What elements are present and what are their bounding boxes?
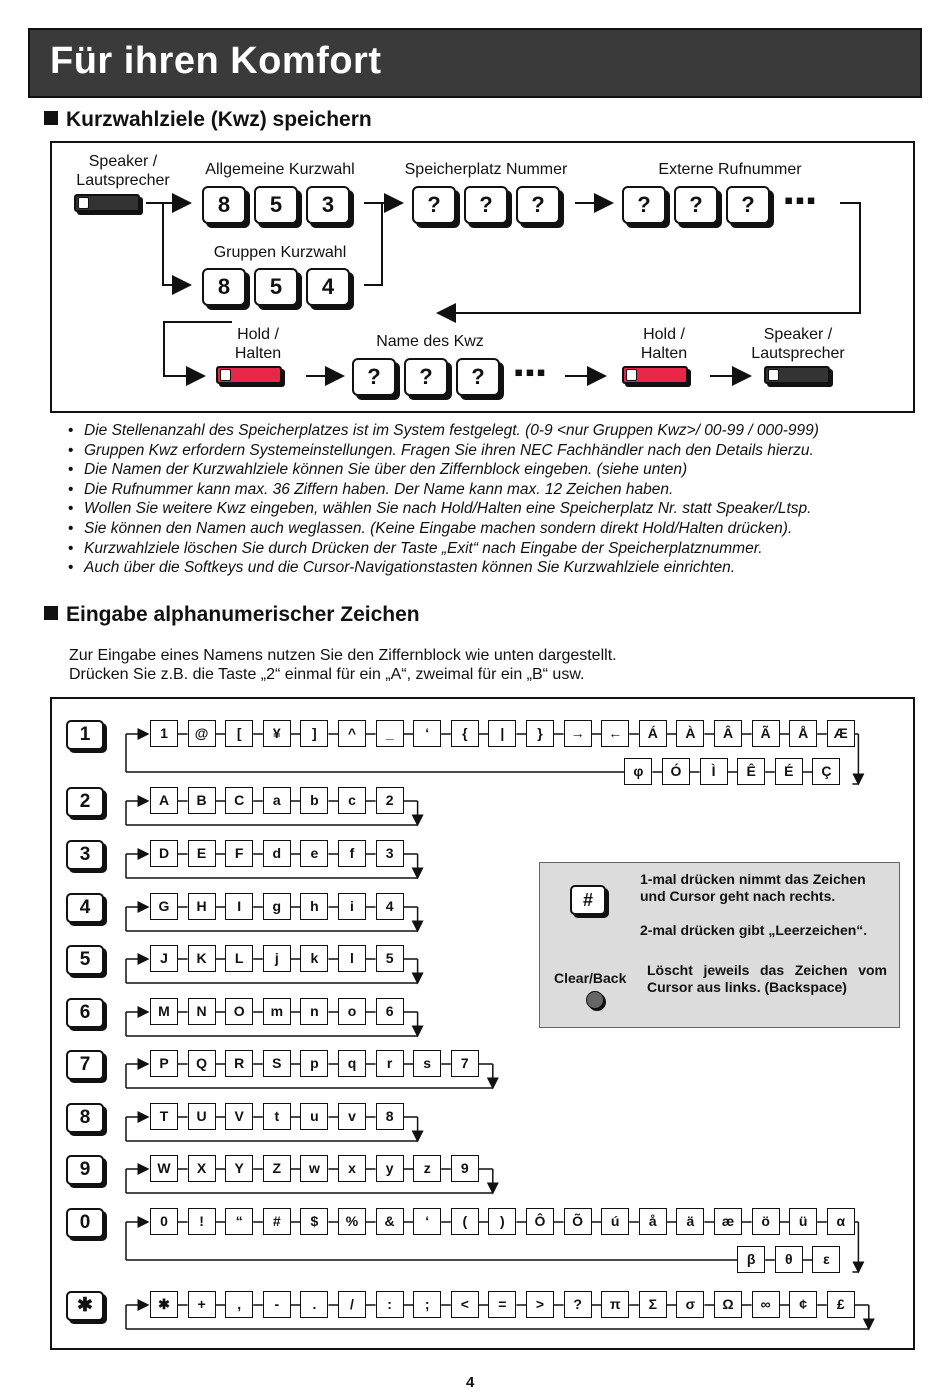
char-cell: n	[300, 998, 328, 1025]
char-cell: Õ	[564, 1208, 592, 1235]
numkey-7: 7	[66, 1050, 104, 1080]
char-cell: g	[263, 893, 291, 920]
char-cell: ∞	[752, 1291, 780, 1318]
char-cell: N	[188, 998, 216, 1025]
key-placeholder: ?	[674, 186, 718, 224]
char-cell: o	[338, 998, 366, 1025]
key-5: 5	[254, 268, 298, 306]
label-speaker: Speaker / Lautsprecher	[76, 153, 170, 189]
char-cell: ε	[812, 1246, 840, 1273]
char-cell: K	[188, 945, 216, 972]
note-item: • Die Rufnummer kann max. 36 Ziffern haben. Der Name kann max. 12 Zeichen haben.	[68, 480, 918, 500]
char-cell: /	[338, 1291, 366, 1318]
section-title-eingabe: Eingabe alphanumerischer Zeichen	[44, 603, 420, 627]
numkey-5: 5	[66, 945, 104, 975]
clear-back-label: Clear/Back	[554, 970, 627, 986]
char-cell: [	[225, 720, 253, 747]
char-cell: j	[263, 945, 291, 972]
char-cell: %	[338, 1208, 366, 1235]
char-cell: 8	[376, 1103, 404, 1130]
char-cell: M	[150, 998, 178, 1025]
char-cell: É	[775, 758, 803, 785]
note-item: • Die Namen der Kurzwahlziele können Sie über den Ziffernblock eingeben. (siehe unten)	[68, 460, 918, 480]
char-cell: O	[225, 998, 253, 1025]
key-placeholder: ?	[464, 186, 508, 224]
intro-text: Zur Eingabe eines Namens nutzen Sie den Ziffernblock wie unten dargestellt. Drücken Sie z.B. die Taste „2“ einmal für ein „A“, zweimal für ein „B“ usw.	[69, 647, 617, 683]
char-cell: 6	[376, 998, 404, 1025]
char-cell: w	[300, 1155, 328, 1182]
char-cell: ?	[564, 1291, 592, 1318]
label-hold-2: Hold / Halten	[640, 326, 688, 362]
char-cell: J	[150, 945, 178, 972]
char-cell: P	[150, 1050, 178, 1077]
char-cell: ;	[413, 1291, 441, 1318]
key-placeholder: ?	[412, 186, 456, 224]
note-item: • Gruppen Kwz erfordern Systemeinstellungen. Fragen Sie ihren NEC Fachhändler nach den Details hierzu.	[68, 441, 918, 461]
key-4: 4	[306, 268, 350, 306]
char-cell: W	[150, 1155, 178, 1182]
char-cell: 0	[150, 1208, 178, 1235]
char-cell: l	[338, 945, 366, 972]
char-cell: å	[639, 1208, 667, 1235]
char-cell: ä	[676, 1208, 704, 1235]
key-placeholder: ?	[726, 186, 770, 224]
char-cell: Ã	[752, 720, 780, 747]
section-title-kurzwahl: Kurzwahlziele (Kwz) speichern	[44, 108, 372, 132]
char-cell: σ	[676, 1291, 704, 1318]
char-cell: z	[413, 1155, 441, 1182]
char-cell: Z	[263, 1155, 291, 1182]
char-cell: Ì	[700, 758, 728, 785]
note-item: • Auch über die Softkeys und die Cursor-Navigationstasten können Sie Kurzwahlziele einrichten.	[68, 558, 918, 578]
char-cell: -	[263, 1291, 291, 1318]
char-cell: @	[188, 720, 216, 747]
char-cell: ←	[601, 720, 629, 747]
char-cell: ,	[225, 1291, 253, 1318]
note-item: • Wollen Sie weitere Kwz eingeben, wählen Sie nach Hold/Halten eine Speicherplatz Nr. statt Speaker/Ltsp.	[68, 499, 918, 519]
char-cell: e	[300, 840, 328, 867]
char-cell: £	[827, 1291, 855, 1318]
char-cell: L	[225, 945, 253, 972]
char-cell: y	[376, 1155, 404, 1182]
key-8: 8	[202, 186, 246, 224]
key-placeholder: ?	[622, 186, 666, 224]
char-cell: 1	[150, 720, 178, 747]
char-cell: F	[225, 840, 253, 867]
key-8: 8	[202, 268, 246, 306]
char-cell: 9	[451, 1155, 479, 1182]
info-panel	[539, 862, 900, 1028]
numkey-8: 8	[66, 1103, 104, 1133]
hash-text-1: 1-mal drücken nimmt das Zeichen und Cursor geht nach rechts.	[640, 871, 866, 904]
char-cell: “	[225, 1208, 253, 1235]
numkey-1: 1	[66, 720, 104, 750]
char-cell: h	[300, 893, 328, 920]
char-cell: Ω	[714, 1291, 742, 1318]
char-cell: Â	[714, 720, 742, 747]
char-cell: θ	[775, 1246, 803, 1273]
char-cell: U	[188, 1103, 216, 1130]
label-externe-rufnummer: Externe Rufnummer	[658, 161, 802, 178]
char-cell: ¥	[263, 720, 291, 747]
char-cell: V	[225, 1103, 253, 1130]
char-cell: ]	[300, 720, 328, 747]
char-cell: )	[488, 1208, 516, 1235]
char-cell: q	[338, 1050, 366, 1077]
char-cell: Æ	[827, 720, 855, 747]
char-cell: {	[451, 720, 479, 747]
char-cell: H	[188, 893, 216, 920]
key-3: 3	[306, 186, 350, 224]
char-cell: E	[188, 840, 216, 867]
char-cell: a	[263, 787, 291, 814]
char-cell: ^	[338, 720, 366, 747]
char-cell: 4	[376, 893, 404, 920]
key-5: 5	[254, 186, 298, 224]
char-cell: I	[225, 893, 253, 920]
char-cell: v	[338, 1103, 366, 1130]
char-cell: :	[376, 1291, 404, 1318]
key-placeholder: ?	[404, 358, 448, 396]
char-cell: x	[338, 1155, 366, 1182]
label-allgemeine-kurzwahl: Allgemeine Kurzwahl	[205, 161, 355, 178]
char-cell: ¢	[789, 1291, 817, 1318]
hash-key: #	[570, 885, 606, 915]
char-cell: R	[225, 1050, 253, 1077]
char-cell: c	[338, 787, 366, 814]
key-placeholder: ?	[352, 358, 396, 396]
char-cell: B	[188, 787, 216, 814]
char-cell: T	[150, 1103, 178, 1130]
char-cell: À	[676, 720, 704, 747]
numkey-0: 0	[66, 1208, 104, 1238]
char-cell: f	[338, 840, 366, 867]
char-cell: &	[376, 1208, 404, 1235]
char-cell: (	[451, 1208, 479, 1235]
label-hold-1: Hold / Halten	[234, 326, 282, 362]
char-cell: →	[564, 720, 592, 747]
char-cell: ö	[752, 1208, 780, 1235]
ellipsis-icon: ▪▪▪	[784, 185, 818, 215]
char-cell: ‘	[413, 720, 441, 747]
char-cell: Å	[789, 720, 817, 747]
page-title: Für ihren Komfort	[50, 40, 382, 82]
label-name-des-kwz: Name des Kwz	[376, 333, 484, 350]
char-cell: Ç	[812, 758, 840, 785]
char-cell: G	[150, 893, 178, 920]
char-cell: C	[225, 787, 253, 814]
char-cell: r	[376, 1050, 404, 1077]
char-cell: 2	[376, 787, 404, 814]
char-cell: |	[488, 720, 516, 747]
note-item: • Sie können den Namen auch weglassen. (Keine Eingabe machen sondern direkt Hold/Halten drücken).	[68, 519, 918, 539]
char-cell: u	[300, 1103, 328, 1130]
char-cell: }	[526, 720, 554, 747]
note-item: • Die Stellenanzahl des Speicherplatzes ist im System festgelegt. (0-9 <nur Gruppen Kwz>/ 00-99 / 000-999)	[68, 421, 918, 441]
char-cell: =	[488, 1291, 516, 1318]
numkey-2: 2	[66, 787, 104, 817]
char-cell: 5	[376, 945, 404, 972]
char-cell: φ	[624, 758, 652, 785]
char-cell: S	[263, 1050, 291, 1077]
hash-text-2: 2-mal drücken gibt „Leerzeichen“.	[640, 922, 868, 938]
char-cell: Y	[225, 1155, 253, 1182]
char-cell: 7	[451, 1050, 479, 1077]
char-cell: Σ	[639, 1291, 667, 1318]
char-cell: Q	[188, 1050, 216, 1077]
char-cell: d	[263, 840, 291, 867]
clear-button-icon	[586, 991, 604, 1009]
char-cell: æ	[714, 1208, 742, 1235]
label-gruppen-kurzwahl: Gruppen Kurzwahl	[213, 244, 347, 261]
key-placeholder: ?	[456, 358, 500, 396]
label-speicherplatz-nummer: Speicherplatz Nummer	[404, 161, 568, 178]
char-cell: k	[300, 945, 328, 972]
char-cell: m	[263, 998, 291, 1025]
char-cell: A	[150, 787, 178, 814]
char-cell: <	[451, 1291, 479, 1318]
char-cell: i	[338, 893, 366, 920]
char-cell: X	[188, 1155, 216, 1182]
char-cell: D	[150, 840, 178, 867]
char-cell: ú	[601, 1208, 629, 1235]
key-placeholder: ?	[516, 186, 560, 224]
char-cell: p	[300, 1050, 328, 1077]
char-cell: Ê	[737, 758, 765, 785]
note-item: • Kurzwahlziele löschen Sie durch Drücken der Taste „Exit“ nach Eingabe der Speicherplatznummer.	[68, 539, 918, 559]
char-cell: Á	[639, 720, 667, 747]
char-cell: 3	[376, 840, 404, 867]
char-cell: Ó	[662, 758, 690, 785]
char-cell: _	[376, 720, 404, 747]
char-cell: Ô	[526, 1208, 554, 1235]
char-cell: >	[526, 1291, 554, 1318]
char-cell: #	[263, 1208, 291, 1235]
char-cell: s	[413, 1050, 441, 1077]
numkey-star: ✱	[66, 1291, 104, 1321]
numkey-9: 9	[66, 1155, 104, 1185]
numkey-4: 4	[66, 893, 104, 923]
page-number: 4	[466, 1374, 475, 1389]
char-cell: α	[827, 1208, 855, 1235]
char-cell: +	[188, 1291, 216, 1318]
char-cell: $	[300, 1208, 328, 1235]
char-cell: !	[188, 1208, 216, 1235]
char-cell: b	[300, 787, 328, 814]
label-speaker-2: Speaker / Lautsprecher	[751, 326, 845, 362]
ellipsis-icon: ▪▪▪	[514, 357, 548, 387]
char-cell: β	[737, 1246, 765, 1273]
numkey-3: 3	[66, 840, 104, 870]
char-cell: ✱	[150, 1291, 178, 1318]
numkey-6: 6	[66, 998, 104, 1028]
char-cell: ‘	[413, 1208, 441, 1235]
char-cell: ü	[789, 1208, 817, 1235]
char-cell: π	[601, 1291, 629, 1318]
char-cell: .	[300, 1291, 328, 1318]
char-cell: t	[263, 1103, 291, 1130]
clear-text: Löscht jeweils das Zeichen vom Cursor aus links. (Backspace)	[647, 962, 887, 995]
